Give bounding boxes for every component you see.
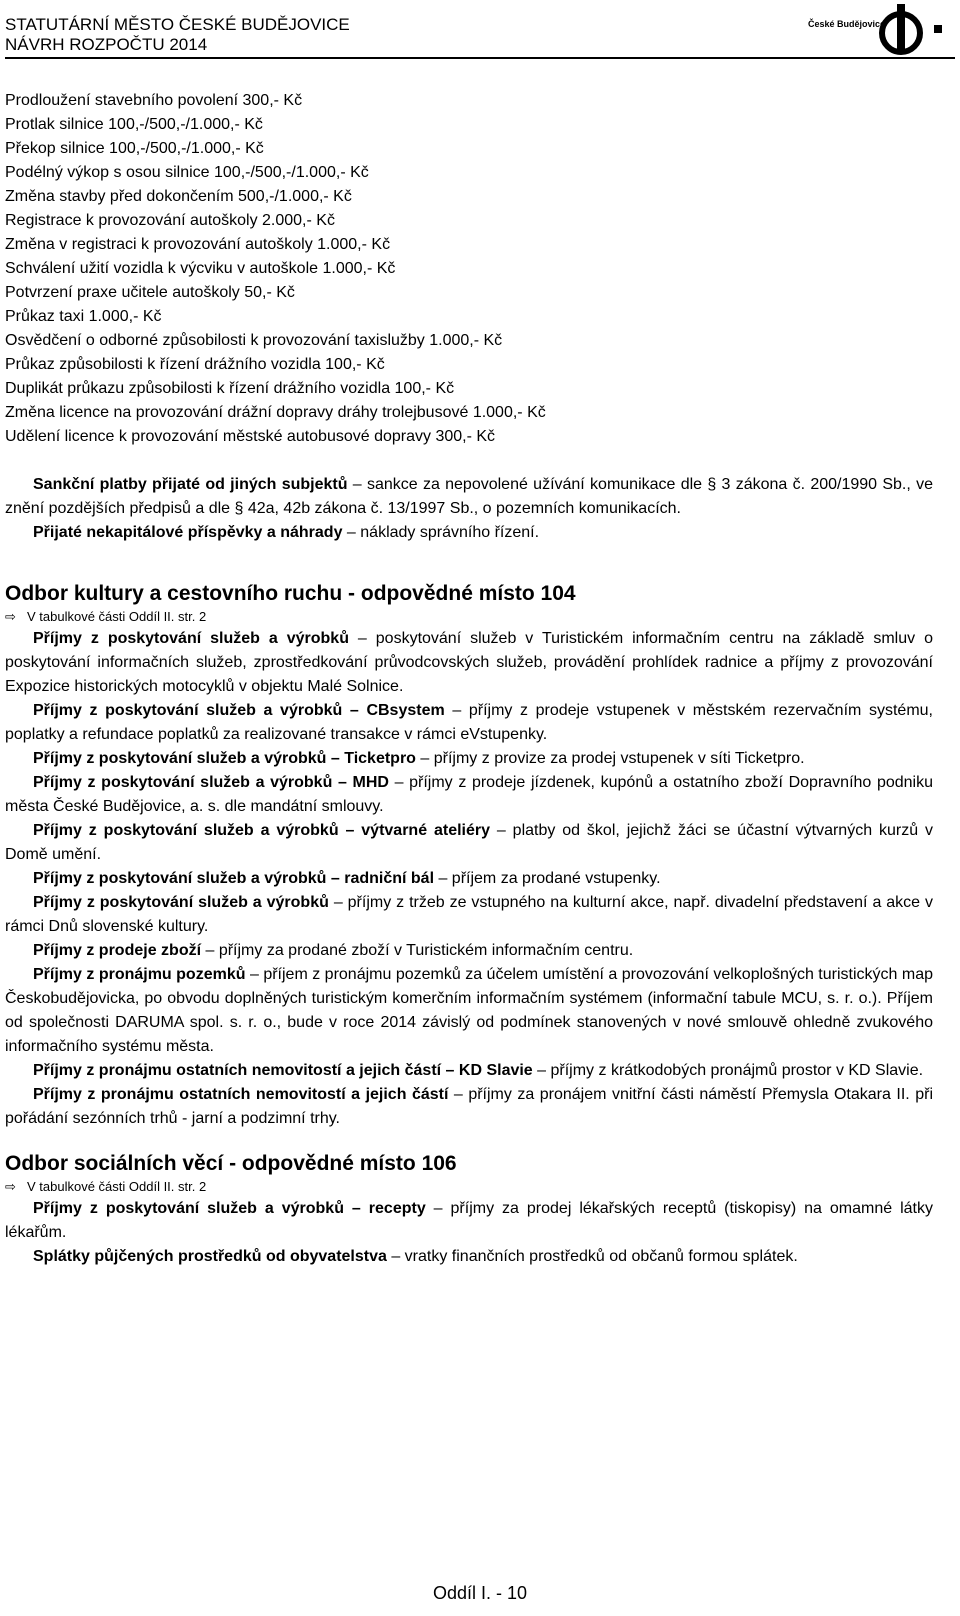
paragraph-lead: Příjmy z pronájmu ostatních nemovitostí a jejich částí – KD Slavie	[33, 1062, 533, 1079]
fee-item: Schválení užití vozidla k výcviku v autoškole 1.000,- Kč	[5, 260, 396, 277]
paragraph-lead: Příjmy z pronájmu pozemků	[33, 966, 246, 983]
paragraph-106	[5, 1245, 933, 1269]
fee-item: Duplikát průkazu způsobilosti k řízení drážního vozidla 100,- Kč	[5, 380, 455, 397]
fee-item: Změna v registraci k provozování autoškoly 1.000,- Kč	[5, 236, 391, 253]
fee-item: Změna licence na provozování drážní dopravy dráhy trolejbusové 1.000,- Kč	[5, 404, 546, 421]
paragraph-text: – příjmy z prodeje vstupenek v městském rezervačním systému, poplatky a refundace poplatků za realizované transakce v rámci eVstupenky.	[5, 702, 933, 743]
fee-item: Změna stavby před dokončením 500,-/1.000,- Kč	[5, 188, 352, 205]
paragraph-text: – náklady správního řízení.	[342, 524, 540, 541]
paragraph-lead: Příjmy z pronájmu ostatních nemovitostí a jejich částí	[33, 1086, 449, 1103]
paragraph-104	[5, 819, 933, 867]
section-reference	[5, 1177, 933, 1197]
paragraph-lead: Příjmy z poskytování služeb a výrobků – CBsystem	[33, 702, 445, 719]
paragraph-104	[5, 939, 933, 963]
paragraph-text: – příjmy z provize za prodej vstupenek v síti Ticketpro.	[415, 750, 805, 767]
paragraph-lead: Přijaté nekapitálové příspěvky a náhrady	[33, 524, 343, 541]
fee-list	[5, 89, 933, 449]
fee-item: Průkaz způsobilosti k řízení drážního vozidla 100,- Kč	[5, 356, 385, 373]
logo-text: České Budějovice	[808, 19, 886, 29]
cb-monogram-icon	[872, 3, 930, 55]
paragraph-lead: Příjmy z poskytování služeb a výrobků	[33, 630, 349, 647]
paragraph-text: – příjmy z tržeb ze vstupného na kulturní akce, např. divadelní představení a akce v rámci Dnů slovenské kultury.	[5, 894, 934, 935]
logo-square-icon	[934, 25, 942, 33]
header-rule	[5, 57, 955, 59]
paragraph-text: – vratky finančních prostředků od občanů formou splátek.	[386, 1248, 798, 1265]
paragraph-lead: Příjmy z poskytování služeb a výrobků – recepty	[33, 1200, 426, 1217]
paragraph-104	[5, 747, 933, 771]
paragraph-104	[5, 699, 933, 747]
arrow-right-icon: ⇨	[5, 1179, 16, 1194]
paragraph-106	[5, 1197, 933, 1245]
paragraph-104	[5, 627, 933, 699]
paragraph-text: – příjmy za pronájem vnitřní části náměstí Přemysla Otakara II. při pořádání sezónních trhů - jarní a podzimní trhy.	[5, 1086, 933, 1127]
paragraph-lead: Příjmy z poskytování služeb a výrobků – MHD	[33, 774, 389, 791]
paragraph-text: – příjmy z krátkodobých pronájmů prostor v KD Slavie.	[532, 1062, 924, 1079]
paragraph-text: – příjem z pronájmu pozemků za účelem umístění a provozování velkoplošných turistických map Českobudějovicka, po obvodu doplněných turistickým komerčním informačním systémem (informační tabule MCU, s. r. o.). Příjem od společnosti DARUMA spol. s. r. o., bude v roce 2014 závislý od podmínek stanovených v nové smlouvě ohledně zvukového informačního systému města.	[5, 966, 934, 1055]
reference-text: V tabulkové části Oddíl II. str. 2	[27, 609, 207, 624]
paragraph-104	[5, 963, 933, 1059]
document-body	[5, 89, 933, 1269]
paragraph-text: – poskytování služeb v Turistickém informačním centru na základě smluv o poskytování informačních služeb, zprostředkování průvodcovských služeb, provádění prohlídek radnice a příjmy z provozování Expozice historických motocyklů v objektu Malé Solnice.	[5, 630, 933, 695]
arrow-right-icon: ⇨	[5, 609, 16, 624]
section-heading-106: Odbor sociálních věcí - odpovědné místo 106	[5, 1152, 457, 1175]
sankce-paragraph	[5, 473, 933, 521]
section-heading-104: Odbor kultury a cestovního ruchu - odpovědné místo 104	[5, 582, 576, 605]
paragraph-lead: Splátky půjčených prostředků od obyvatelstva	[33, 1248, 387, 1265]
paragraph-104	[5, 771, 933, 819]
paragraph-104	[5, 1083, 933, 1131]
paragraph-lead: Sankční platby přijaté od jiných subjektů	[33, 476, 348, 493]
paragraph-lead: Příjmy z poskytování služeb a výrobků – Ticketpro	[33, 750, 416, 767]
paragraph-text: – příjmy za prodané zboží v Turistickém informačním centru.	[201, 942, 634, 959]
paragraph-text: – platby od škol, jejichž žáci se účastní výtvarných kurzů v Domě umění.	[5, 822, 933, 863]
fee-item: Osvědčení o odborné způsobilosti k provozování taxislužby 1.000,- Kč	[5, 332, 503, 349]
paragraph-104	[5, 1059, 933, 1083]
page-number: Oddíl I. - 10	[432, 1583, 528, 1603]
fee-item: Prodloužení stavebního povolení 300,- Kč	[5, 92, 303, 109]
page-header	[0, 0, 960, 60]
paragraph-text: – příjmy za prodej lékařských receptů (tiskopisy) na omamné látky lékařům.	[5, 1200, 933, 1241]
section-reference	[5, 607, 933, 627]
paragraph-lead: Příjmy z prodeje zboží	[33, 942, 202, 959]
fee-item: Registrace k provozování autoškoly 2.000,- Kč	[5, 212, 335, 229]
fee-item: Udělení licence k provozování městské autobusové dopravy 300,- Kč	[5, 428, 496, 445]
fee-item: Protlak silnice 100,-/500,-/1.000,- Kč	[5, 116, 263, 133]
fee-item: Potvrzení praxe učitele autoškoly 50,- Kč	[5, 284, 295, 301]
paragraph-104	[5, 891, 933, 939]
paragraph-104	[5, 867, 933, 891]
paragraph-lead: Příjmy z poskytování služeb a výrobků – radniční bál	[33, 870, 435, 887]
fee-item: Podélný výkop s osou silnice 100,-/500,-/1.000,- Kč	[5, 164, 369, 181]
paragraph-lead: Příjmy z poskytování služeb a výrobků – výtvarné ateliéry	[33, 822, 491, 839]
paragraph-text: – sankce za nepovolené užívání komunikace dle § 3 zákona č. 200/1990 Sb., ve znění pozdějších předpisů a dle § 42a, 42b zákona č. 13/1997 Sb., o pozemních komunikacích.	[5, 476, 933, 517]
header-document-title: NÁVRH ROZPOČTU 2014	[5, 35, 208, 54]
reference-text: V tabulkové části Oddíl II. str. 2	[27, 1179, 207, 1194]
fee-item: Průkaz taxi 1.000,- Kč	[5, 308, 162, 325]
nekapitalove-paragraph	[5, 521, 933, 545]
paragraph-text: – příjem za prodané vstupenky.	[434, 870, 661, 887]
fee-item: Překop silnice 100,-/500,-/1.000,- Kč	[5, 140, 264, 157]
header-city-name: STATUTÁRNÍ MĚSTO ČESKÉ BUDĚJOVICE	[5, 15, 350, 34]
city-logo	[808, 3, 948, 53]
paragraph-lead: Příjmy z poskytování služeb a výrobků	[33, 894, 329, 911]
paragraph-text: – příjmy z prodeje jízdenek, kupónů a ostatního zboží Dopravního podniku města České Budějovice, a. s. dle mandátní smlouvy.	[5, 774, 934, 815]
